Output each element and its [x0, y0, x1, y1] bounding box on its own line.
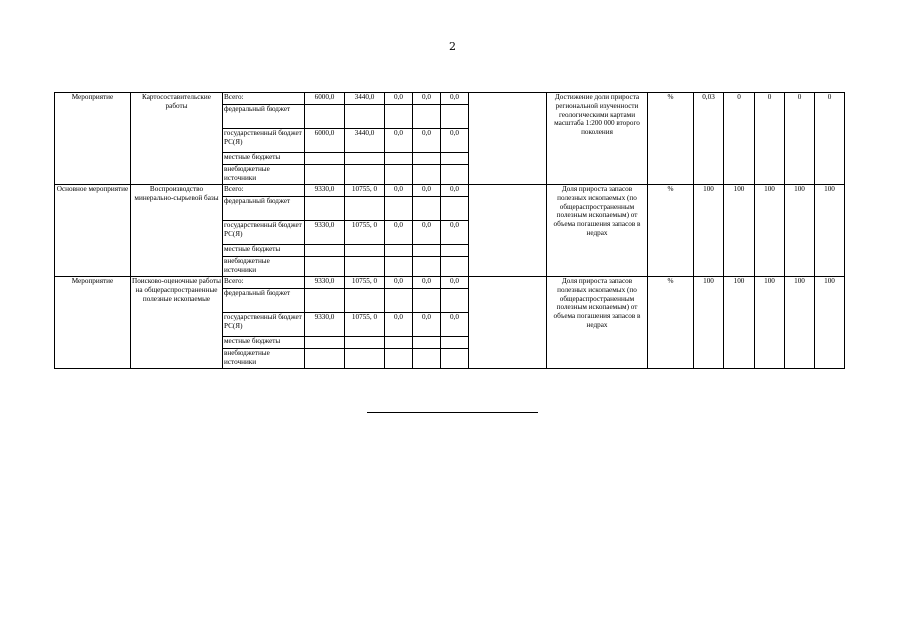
indicator-value-cell: 100	[724, 185, 755, 277]
funding-source-cell: внебюджетные источники	[223, 257, 305, 277]
finance-value-cell	[345, 197, 385, 221]
funding-source-cell: Всего:	[223, 185, 305, 197]
finance-value-cell	[345, 153, 385, 165]
indicator-value-cell: 100	[755, 277, 785, 369]
finance-value-cell: 9330,0	[305, 277, 345, 289]
funding-source-cell: Всего:	[223, 93, 305, 105]
indicator-cell: Доля прироста запасов полезных ископаемых (по общераспространенным полезным ископаемым) от объема погашения запасов в недрах	[547, 277, 648, 369]
finance-value-cell: 0,0	[441, 93, 469, 105]
activity-name-cell: Поисково-оценочные работы на общераспространенные полезные ископаемые	[131, 277, 223, 369]
finance-value-cell	[345, 245, 385, 257]
finance-value-cell: 6000,0	[305, 93, 345, 105]
finance-value-cell	[345, 257, 385, 277]
finance-value-cell	[385, 153, 413, 165]
finance-value-cell: 3440,0	[345, 129, 385, 153]
funding-source-cell: государственный бюджет РС(Я)	[223, 129, 305, 153]
finance-value-cell	[441, 257, 469, 277]
finance-value-cell: 0,0	[385, 129, 413, 153]
funding-source-cell: внебюджетные источники	[223, 165, 305, 185]
finance-value-cell	[305, 165, 345, 185]
finance-value-cell	[413, 197, 441, 221]
finance-value-cell	[385, 289, 413, 313]
separator-line	[367, 412, 538, 413]
finance-value-cell: 0,0	[413, 129, 441, 153]
finance-value-cell	[413, 153, 441, 165]
funding-source-cell: федеральный бюджет	[223, 197, 305, 221]
unit-cell: %	[648, 277, 694, 369]
finance-value-cell: 0,0	[413, 313, 441, 337]
finance-value-cell: 0,0	[385, 221, 413, 245]
indicator-value-cell: 100	[694, 185, 724, 277]
activity-type-cell: Мероприятие	[55, 277, 131, 369]
indicator-value-cell: 0	[815, 93, 845, 185]
finance-value-cell: 10755, 0	[345, 277, 385, 289]
finance-value-cell	[305, 245, 345, 257]
finance-value-cell: 9330,0	[305, 221, 345, 245]
indicator-value-cell: 100	[815, 277, 845, 369]
finance-value-cell	[413, 245, 441, 257]
finance-value-cell	[441, 349, 469, 369]
finance-value-cell	[441, 289, 469, 313]
indicator-value-cell: 100	[785, 277, 815, 369]
finance-value-cell: 0,0	[441, 185, 469, 197]
indicator-cell: Доля прироста запасов полезных ископаемых (по общераспространенным полезным ископаемым) от объема погашения запасов в недрах	[547, 185, 648, 277]
activity-name-cell: Воспроизводство минерально-сырьевой базы	[131, 185, 223, 277]
finance-value-cell	[413, 165, 441, 185]
program-table	[54, 92, 845, 369]
finance-value-cell	[305, 349, 345, 369]
finance-value-cell	[385, 337, 413, 349]
funding-source-cell: государственный бюджет РС(Я)	[223, 221, 305, 245]
finance-value-cell	[385, 349, 413, 369]
activity-name-cell: Картосоставительские работы	[131, 93, 223, 185]
funding-source-cell: Всего:	[223, 277, 305, 289]
funding-source-cell: государственный бюджет РС(Я)	[223, 313, 305, 337]
finance-value-cell: 0,0	[413, 185, 441, 197]
finance-value-cell	[413, 337, 441, 349]
finance-value-cell	[345, 289, 385, 313]
table-body	[55, 93, 845, 369]
page-number: 2	[449, 40, 456, 53]
finance-value-cell: 0,0	[441, 129, 469, 153]
indicator-value-cell: 0	[724, 93, 755, 185]
empty-cell	[469, 277, 547, 369]
finance-value-cell	[385, 257, 413, 277]
finance-value-cell	[441, 197, 469, 221]
table-row	[55, 93, 845, 105]
finance-value-cell	[441, 153, 469, 165]
finance-value-cell	[305, 337, 345, 349]
finance-value-cell	[345, 349, 385, 369]
finance-value-cell: 0,0	[441, 277, 469, 289]
indicator-value-cell: 100	[694, 277, 724, 369]
funding-source-cell: федеральный бюджет	[223, 289, 305, 313]
finance-value-cell	[413, 349, 441, 369]
finance-value-cell: 0,0	[385, 93, 413, 105]
empty-cell	[469, 93, 547, 185]
indicator-value-cell: 100	[815, 185, 845, 277]
unit-cell: %	[648, 185, 694, 277]
funding-source-cell: федеральный бюджет	[223, 105, 305, 129]
activity-type-cell: Мероприятие	[55, 93, 131, 185]
finance-value-cell	[385, 245, 413, 257]
indicator-value-cell: 100	[785, 185, 815, 277]
finance-value-cell	[441, 245, 469, 257]
indicator-value-cell: 100	[724, 277, 755, 369]
indicator-value-cell: 100	[755, 185, 785, 277]
finance-value-cell: 0,0	[441, 221, 469, 245]
finance-value-cell: 0,0	[385, 277, 413, 289]
indicator-value-cell: 0	[755, 93, 785, 185]
finance-value-cell: 9330,0	[305, 185, 345, 197]
finance-value-cell: 0,0	[441, 313, 469, 337]
finance-value-cell: 0,0	[413, 93, 441, 105]
finance-value-cell	[385, 165, 413, 185]
finance-value-cell	[305, 153, 345, 165]
finance-value-cell: 0,0	[385, 313, 413, 337]
funding-source-cell: внебюджетные источники	[223, 349, 305, 369]
finance-value-cell	[305, 105, 345, 129]
indicator-value-cell: 0,03	[694, 93, 724, 185]
funding-source-cell: местные бюджеты	[223, 153, 305, 165]
finance-value-cell	[385, 197, 413, 221]
finance-value-cell: 0,0	[413, 221, 441, 245]
empty-cell	[469, 185, 547, 277]
finance-value-cell: 10755, 0	[345, 313, 385, 337]
finance-value-cell	[385, 105, 413, 129]
finance-value-cell	[441, 105, 469, 129]
activity-type-cell: Основное мероприятие	[55, 185, 131, 277]
finance-value-cell	[305, 197, 345, 221]
indicator-cell: Достижение доли прироста региональной изученности геологическими картами масштаба 1:200 000 второго поколения	[547, 93, 648, 185]
finance-value-cell	[413, 105, 441, 129]
finance-value-cell: 3440,0	[345, 93, 385, 105]
finance-value-cell	[413, 289, 441, 313]
finance-value-cell	[413, 257, 441, 277]
table-row	[55, 185, 845, 197]
indicator-value-cell: 0	[785, 93, 815, 185]
table-row	[55, 277, 845, 289]
finance-value-cell: 0,0	[413, 277, 441, 289]
funding-source-cell: местные бюджеты	[223, 245, 305, 257]
funding-source-cell: местные бюджеты	[223, 337, 305, 349]
finance-value-cell: 10755, 0	[345, 221, 385, 245]
unit-cell: %	[648, 93, 694, 185]
finance-value-cell	[345, 165, 385, 185]
finance-value-cell: 6000,0	[305, 129, 345, 153]
finance-value-cell	[305, 257, 345, 277]
finance-value-cell: 9330,0	[305, 313, 345, 337]
finance-value-cell: 10755, 0	[345, 185, 385, 197]
finance-value-cell	[345, 337, 385, 349]
finance-value-cell: 0,0	[385, 185, 413, 197]
finance-value-cell	[305, 289, 345, 313]
finance-value-cell	[345, 105, 385, 129]
finance-value-cell	[441, 165, 469, 185]
finance-value-cell	[441, 337, 469, 349]
